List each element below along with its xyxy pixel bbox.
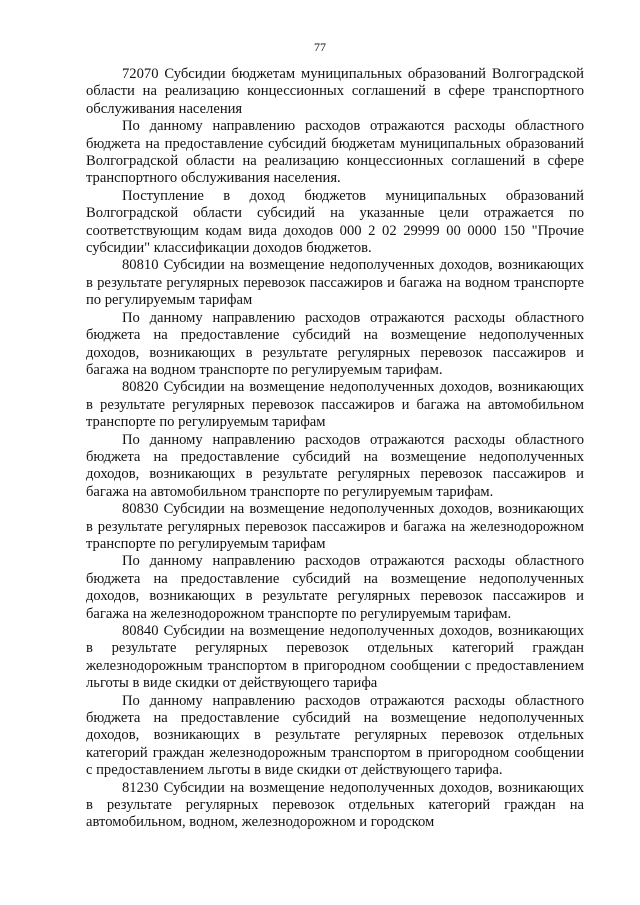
paragraph-80810-heading: 80810 Субсидии на возмещение недополученных доходов, возникающих в результате регулярных перевозок пассажиров и багажа на водном транспорте по регулируемым тарифам [86,257,584,309]
paragraph-80820-description: По данному направлению расходов отражаются расходы областного бюджета на предоставление субсидий на возмещение недополученных доходов, возникающих в результате регулярных перевозок пассажиров и багажа на автомобильном транспорте по регулируемым тарифам. [86,431,584,500]
paragraph-80840-heading: 80840 Субсидии на возмещение недополученных доходов, возникающих в результате регулярных перевозок отдельных категорий граждан железнодорожным транспортом в пригородном сообщении с предоставлением льготы в виде скидки от действующего тарифа [86,623,584,692]
paragraph-72070-description: По данному направлению расходов отражаются расходы областного бюджета на предоставление субсидий бюджетам муниципальных образований Волгоградской области на реализацию концессионных соглашений в сфере транспортного обслуживания населения. [86,118,584,187]
document-body [86,66,584,832]
paragraph-80810-description: По данному направлению расходов отражаются расходы областного бюджета на предоставление субсидий на возмещение недополученных доходов, возникающих в результате регулярных перевозок пассажиров и багажа на водном транспорте по регулируемым тарифам. [86,309,584,378]
paragraph-72070-heading: 72070 Субсидии бюджетам муниципальных образований Волгоградской области на реализацию концессионных соглашений в сфере транспортного обслуживания населения [86,66,584,117]
paragraph-72070-revenue-note: Поступление в доход бюджетов муниципальных образований Волгоградской области субсидий на указанные цели отражается по соответствующим кодам вида доходов 000 2 02 29999 00 0000 150 "Прочие субсидии" классификации доходов бюджетов. [86,187,584,257]
page-number: 77 [314,40,326,54]
paragraph-80830-description: По данному направлению расходов отражаются расходы областного бюджета на предоставление субсидий на возмещение недополученных доходов, возникающих в результате регулярных перевозок пассажиров и багажа на железнодорожном транспорте по регулируемым тарифам. [86,553,584,622]
paragraph-80820-heading: 80820 Субсидии на возмещение недополученных доходов, возникающих в результате регулярных перевозок пассажиров и багажа на автомобильном транспорте по регулируемым тарифам [86,379,584,431]
paragraph-80840-description: По данному направлению расходов отражаются расходы областного бюджета на предоставление субсидий на возмещение недополученных доходов, возникающих в результате регулярных перевозок отдельных категорий граждан железнодорожным транспортом в пригородном сообщении с предоставлением льготы в виде скидки от действующего тарифа. [86,692,584,779]
paragraph-81230-heading: 81230 Субсидии на возмещение недополученных доходов, возникающих в результате регулярных перевозок отдельных категорий граждан на автомобильном, водном, железнодорожном и городском [86,779,584,831]
paragraph-80830-heading: 80830 Субсидии на возмещение недополученных доходов, возникающих в результате регулярных перевозок пассажиров и багажа на железнодорожном транспорте по регулируемым тарифам [86,501,584,552]
